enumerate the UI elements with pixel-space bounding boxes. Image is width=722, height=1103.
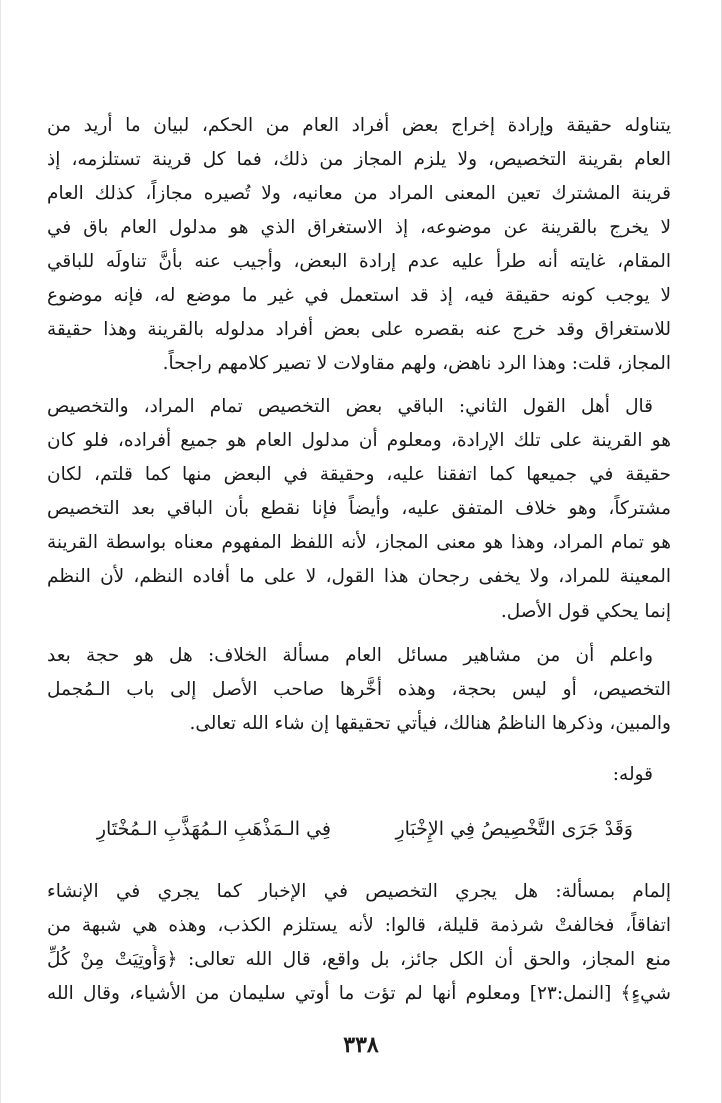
text-line: واعلم أن من مشاهير مسائل العام مسألة الخلاف: هل هو حجة بعد <box>47 645 653 666</box>
text-line: شيءٍ﴾ [النمل:٢٣] ومعلوم أنها لم تؤت ما أوتي سليمان من الأشياء، وقال الله <box>47 983 671 1004</box>
page-edge <box>0 0 1 1103</box>
verse-second-hemistich: فِي الـمَذْهَبِ الـمُهَذَّبِ الـمُخْتَارِ <box>96 818 331 840</box>
text-line: للاستغراق وقد خرج عنه بقصره على بعض أفراد مدلوله بالقرينة وهذا حقيقة <box>47 319 671 340</box>
text-line: مشتركاً، وهو خلاف المتفق عليه، وأيضاً فإنا نقطع بأن الباقي بعد التخصيص <box>47 498 671 519</box>
text-line: منع المجاز، والحق أن الكل جائز، بل واقع، قال الله تعالى: ﴿وَأُوتِيَتْ مِنْ كُلِّ <box>47 949 671 970</box>
text-line: هو تمام المراد، وهذا هو معنى المجاز، لأنه اللفظ المفهوم معناه بواسطة القرينة <box>47 532 671 553</box>
text-line: المعينة للمراد، ولا يخفى رجحان هذا القول، لا على ما أفاده النظم، لأن النظم <box>47 566 671 587</box>
text-line: حقيقة في جميعها كما اتفقنا عليه، وحقيقة في البعض منها كما قلتم، لكان <box>47 464 671 485</box>
text-line: قرينة المشترك تعين المعنى المراد من معانيه، ولا تُصيره مجازاً، كذلك العام <box>47 183 671 204</box>
text-line: اتفاقاً، فخالفتْ شرذمة قليلة، قالوا: لأنه يستلزم الكذب، وهذه هي شبهة من <box>47 915 671 936</box>
text-line: العام بقرينة التخصيص، ولا يلزم المجاز من ذلك، فما كل قرينة تستلزمه، إذ <box>47 149 671 170</box>
verse-first-hemistich: وَقَدْ جَرَى التَّخْصِيصُ فِي الإِخْبَارِ <box>395 818 633 840</box>
page-number: ٣٣٨ <box>343 1032 379 1058</box>
text-line: المجاز، قلت: وهذا الرد ناهض، ولهم مقاولات لا تصير كلامهم راجحاً. <box>162 353 671 374</box>
text-line: التخصيص، أو ليس بحجة، وهذه أخَّرها صاحب الأصل إلى باب الـمُجمل <box>47 679 671 700</box>
text-line: قال أهل القول الثاني: الباقي بعض التخصيص تمام المراد، والتخصيص <box>47 396 653 417</box>
quote-label: قوله: <box>612 764 653 785</box>
text-line: لا يوجب كونه حقيقة فيه، إذ قد استعمل في غير ما موضع له، فإنه موضوع <box>47 285 671 306</box>
text-line: إنما يحكي قول الأصل. <box>500 601 671 622</box>
text-line: يتناوله حقيقة وإرادة إخراج بعض أفراد العام من الحكم، لبيان ما أريد من <box>47 115 671 136</box>
text-line: إلمام بمسألة: هل يجري التخصيص في الإخبار كما يجري في الإنشاء <box>47 881 671 902</box>
text-line: لا يخرج بالقرينة عن موضوعه، إذ الاستغراق الذي هو مدلول العام باق في <box>47 217 671 238</box>
text-line: المقام، غايته أنه طرأ عليه عدم إرادة البعض، وأجيب عنه بأنَّ تناولَه للباقي <box>47 251 671 272</box>
text-line: هو القرينة على تلك الإرادة، ومعلوم أن مدلول العام هو جميع أفراده، فلو كان <box>47 430 671 451</box>
text-line: والمبين، وذكرها الناظمُ هنالك، فيأتي تحقيقها إن شاء الله تعالى. <box>189 713 671 734</box>
